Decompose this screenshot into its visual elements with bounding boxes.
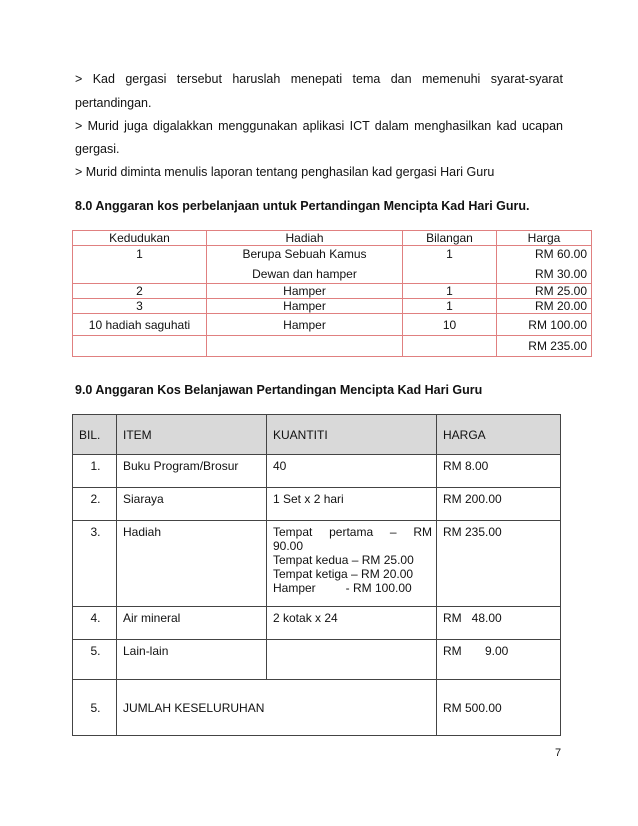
cell-bil: 1. <box>73 455 117 488</box>
cell-quantity <box>267 521 437 607</box>
cell-price: RM 20.00 <box>497 299 592 314</box>
cell-empty <box>403 336 497 357</box>
cell-prize: Hamper <box>207 299 403 314</box>
cell-bil: 5. <box>73 640 117 680</box>
cell-bil: 3. <box>73 521 117 607</box>
cell-item: Air mineral <box>117 607 267 640</box>
prize-line: Dewan dan hamper <box>252 267 357 281</box>
cell-quantity: 2 kotak x 24 <box>267 607 437 640</box>
header-hadiah: Hadiah <box>207 231 403 246</box>
cell-item: Siaraya <box>117 488 267 521</box>
price-line: RM 60.00 <box>534 247 587 261</box>
page-number: 7 <box>555 747 562 759</box>
cell-quantity <box>267 640 437 680</box>
cell-price <box>497 246 592 284</box>
cell-price: RM 200.00 <box>437 488 561 521</box>
cell-total-price: RM 500.00 <box>437 680 561 736</box>
prize-word: – <box>389 525 397 539</box>
header-harga: Harga <box>497 231 592 246</box>
prize-line: Hamper - RM 100.00 <box>273 581 412 595</box>
cell-price: RM 9.00 <box>437 640 561 680</box>
header-harga: HARGA <box>437 415 561 455</box>
prize-line: Tempat kedua – RM 25.00 <box>273 553 414 567</box>
table-header-row <box>73 415 561 455</box>
prize-line <box>273 525 432 539</box>
cell-empty <box>207 336 403 357</box>
prize-word: pertama <box>329 525 374 539</box>
intro-line-1-cont: pertandingan. <box>75 96 152 110</box>
price-line: RM 30.00 <box>534 267 587 281</box>
cell-total-label: JUMLAH KESELURUHAN <box>117 680 437 736</box>
cell-quantity: 1 <box>403 299 497 314</box>
table-row <box>73 314 592 336</box>
cell-item: Lain-lain <box>117 640 267 680</box>
cell-quantity: 10 <box>403 314 497 336</box>
cell-prize <box>207 246 403 284</box>
cell-quantity: 1 Set x 2 hari <box>267 488 437 521</box>
intro-line-2-cont: gergasi. <box>75 142 120 156</box>
intro-line-2: > Murid juga digalakkan menggunakan aplikasi ICT dalam menghasilkan kad ucapan <box>75 119 563 133</box>
cell-price: RM 48.00 <box>437 607 561 640</box>
cell-price: RM 8.00 <box>437 455 561 488</box>
prize-line: 90.00 <box>273 539 304 553</box>
table-header-row <box>73 231 592 246</box>
table-total-row <box>73 680 561 736</box>
prize-word: Tempat <box>273 525 313 539</box>
cell-item: Hadiah <box>117 521 267 607</box>
section-9-heading: 9.0 Anggaran Kos Belanjawan Pertandingan Mencipta Kad Hari Guru <box>75 383 483 397</box>
header-bil: BIL. <box>73 415 117 455</box>
cell-price: RM 235.00 <box>437 521 561 607</box>
intro-line-1: > Kad gergasi tersebut haruslah menepati tema dan memenuhi syarat-syarat <box>75 72 563 86</box>
cell-quantity: 40 <box>267 455 437 488</box>
table-row <box>73 284 592 299</box>
cell-bil: 4. <box>73 607 117 640</box>
prize-line: Berupa Sebuah Kamus <box>242 247 367 261</box>
table-row <box>73 607 561 640</box>
intro-line-3: > Murid diminta menulis laporan tentang penghasilan kad gergasi Hari Guru <box>75 165 495 179</box>
table-row <box>73 488 561 521</box>
cell-price: RM 100.00 <box>497 314 592 336</box>
cell-quantity: 1 <box>403 284 497 299</box>
cell-position: 10 hadiah saguhati <box>73 314 207 336</box>
header-kuantiti: KUANTITI <box>267 415 437 455</box>
cell-quantity: 1 <box>403 246 497 284</box>
header-kedudukan: Kedudukan <box>73 231 207 246</box>
cell-prize: Hamper <box>207 284 403 299</box>
cell-prize: Hamper <box>207 314 403 336</box>
table-row <box>73 455 561 488</box>
cell-bil: 2. <box>73 488 117 521</box>
table-row <box>73 299 592 314</box>
table-total-row <box>73 336 592 357</box>
cell-position: 2 <box>73 284 207 299</box>
prize-word: RM <box>413 525 432 539</box>
cell-item: Buku Program/Brosur <box>117 455 267 488</box>
table-row <box>73 640 561 680</box>
cell-position: 1 <box>73 246 207 284</box>
section-8-heading: 8.0 Anggaran kos perbelanjaan untuk Pertandingan Mencipta Kad Hari Guru. <box>75 199 530 213</box>
cell-empty <box>73 336 207 357</box>
header-item: ITEM <box>117 415 267 455</box>
cell-price: RM 25.00 <box>497 284 592 299</box>
prize-line: Tempat ketiga – RM 20.00 <box>273 567 414 581</box>
header-bilangan: Bilangan <box>403 231 497 246</box>
prize-cost-table <box>72 230 592 357</box>
cell-position: 3 <box>73 299 207 314</box>
budget-table <box>72 414 561 736</box>
table-row <box>73 521 561 607</box>
cell-total: RM 235.00 <box>497 336 592 357</box>
cell-bil: 5. <box>73 680 117 736</box>
table-row <box>73 246 592 284</box>
